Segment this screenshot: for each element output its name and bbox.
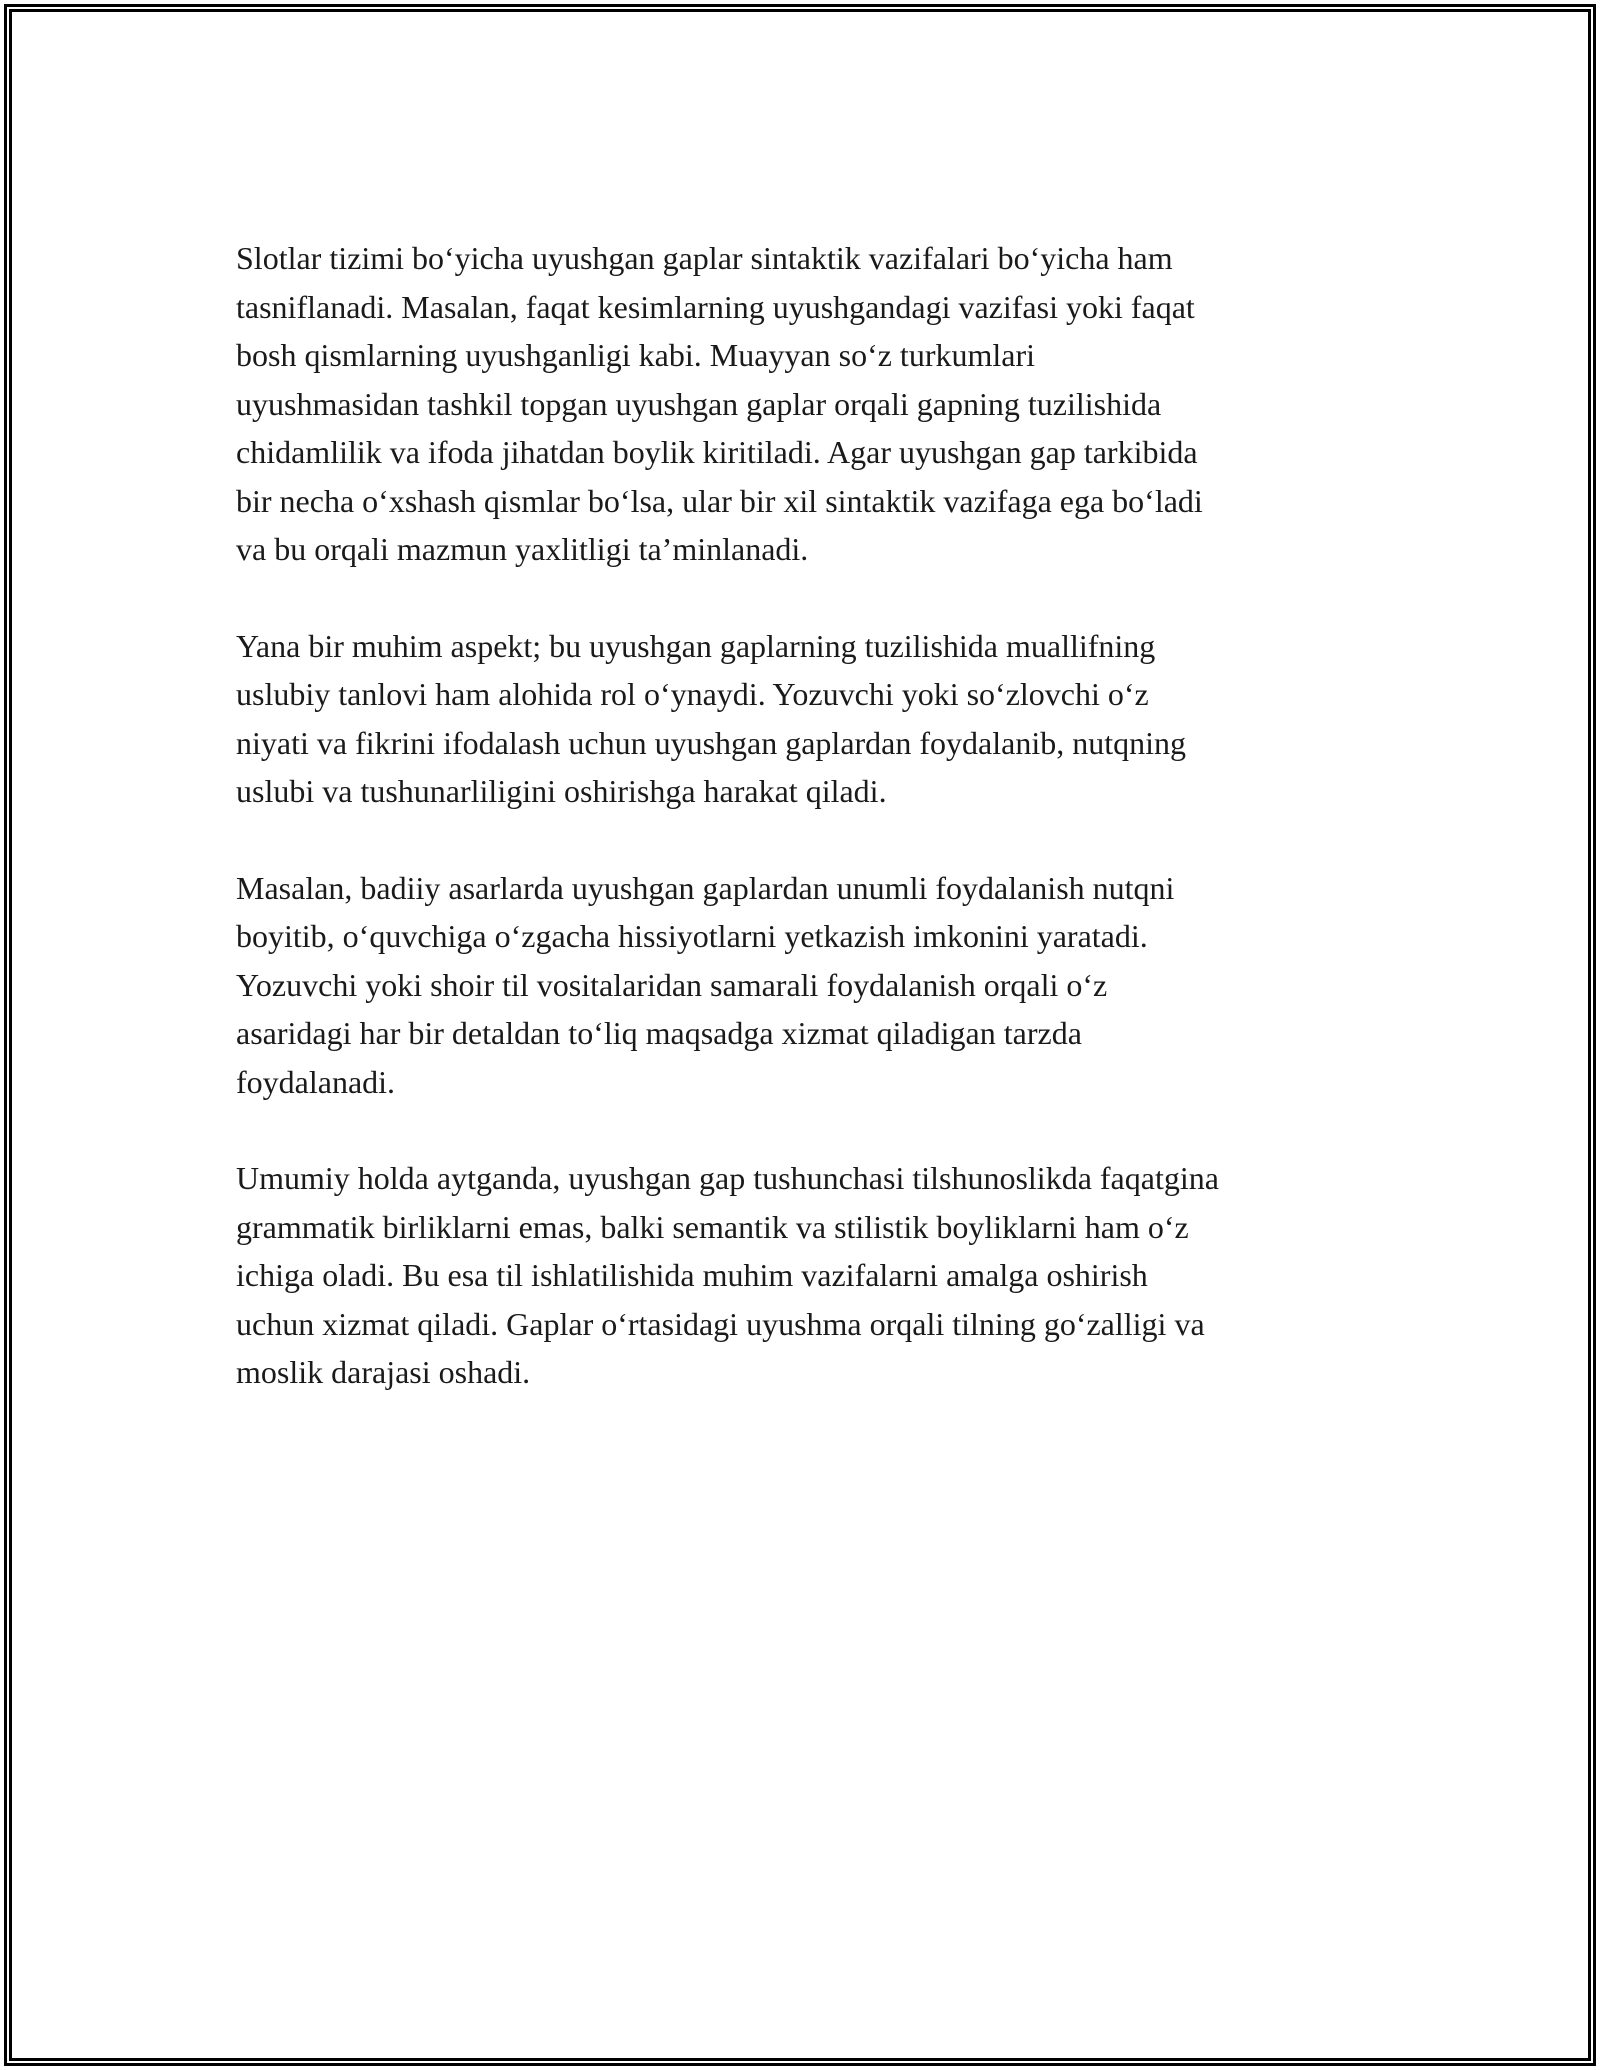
- text-line: Slotlar tizimi bo‘yicha uyushgan gaplar sintaktik vazifalari bo‘yicha ham: [236, 240, 1173, 276]
- text-line: boyitib, o‘quvchiga o‘zgacha hissiyotlarni yetkazish imkonini yaratadi.: [236, 918, 1148, 954]
- text-line: bir necha o‘xshash qismlar bo‘lsa, ular bir xil sintaktik vazifaga ega bo‘ladi: [236, 482, 1203, 519]
- text-line: niyati va fikrini ifodalash uchun uyushgan gaplardan foydalanib, nutqning: [236, 724, 1186, 761]
- text-line: moslik darajasi oshadi.: [236, 1354, 531, 1390]
- text-line: Yana bir muhim aspekt; bu uyushgan gaplarning tuzilishida muallifning: [236, 627, 1156, 664]
- text-line: Masalan, badiiy asarlarda uyushgan gaplardan unumli foydalanish nutqni: [236, 869, 1175, 906]
- document-body: [236, 234, 1366, 1445]
- text-line: uchun xizmat qiladi. Gaplar o‘rtasidagi uyushma orqali tilning go‘zalligi va: [236, 1305, 1205, 1342]
- text-line: chidamlilik va ifoda jihatdan boylik kiritiladi. Agar uyushgan gap tarkibida: [236, 434, 1198, 470]
- paragraph-4: [236, 1154, 1366, 1397]
- text-line: bosh qismlarning uyushganligi kabi. Muayyan so‘z turkumlari: [236, 337, 1035, 373]
- text-line: va bu orqali mazmun yaxlitligi ta’minlanadi.: [236, 531, 809, 567]
- text-line: ichiga oladi. Bu esa til ishlatilishida muhim vazifalarni amalga oshirish: [236, 1257, 1148, 1293]
- text-line: asaridagi har bir detaldan to‘liq maqsadga xizmat qiladigan tarzda: [236, 1015, 1082, 1051]
- text-line: Yozuvchi yoki shoir til vositalaridan samarali foydalanish orqali o‘z: [236, 966, 1108, 1003]
- paragraph-2: [236, 622, 1366, 816]
- paragraph-1: [236, 234, 1366, 574]
- paragraph-3: [236, 864, 1366, 1107]
- text-line: uyushmasidan tashkil topgan uyushgan gaplar orqali gapning tuzilishida: [236, 385, 1162, 422]
- text-line: grammatik birliklarni emas, balki semantik va stilistik boyliklarni ham o‘z: [236, 1208, 1189, 1245]
- text-line: Umumiy holda aytganda, uyushgan gap tushunchasi tilshunoslikda faqatgina: [236, 1160, 1219, 1196]
- text-line: foydalanadi.: [236, 1063, 396, 1100]
- text-line: tasniflanadi. Masalan, faqat kesimlarning uyushgandagi vazifasi yoki faqat: [236, 288, 1195, 325]
- text-line: uslubiy tanlovi ham alohida rol o‘ynaydi. Yozuvchi yoki so‘zlovchi o‘z: [236, 676, 1149, 712]
- text-line: uslubi va tushunarliligini oshirishga harakat qiladi.: [236, 773, 887, 809]
